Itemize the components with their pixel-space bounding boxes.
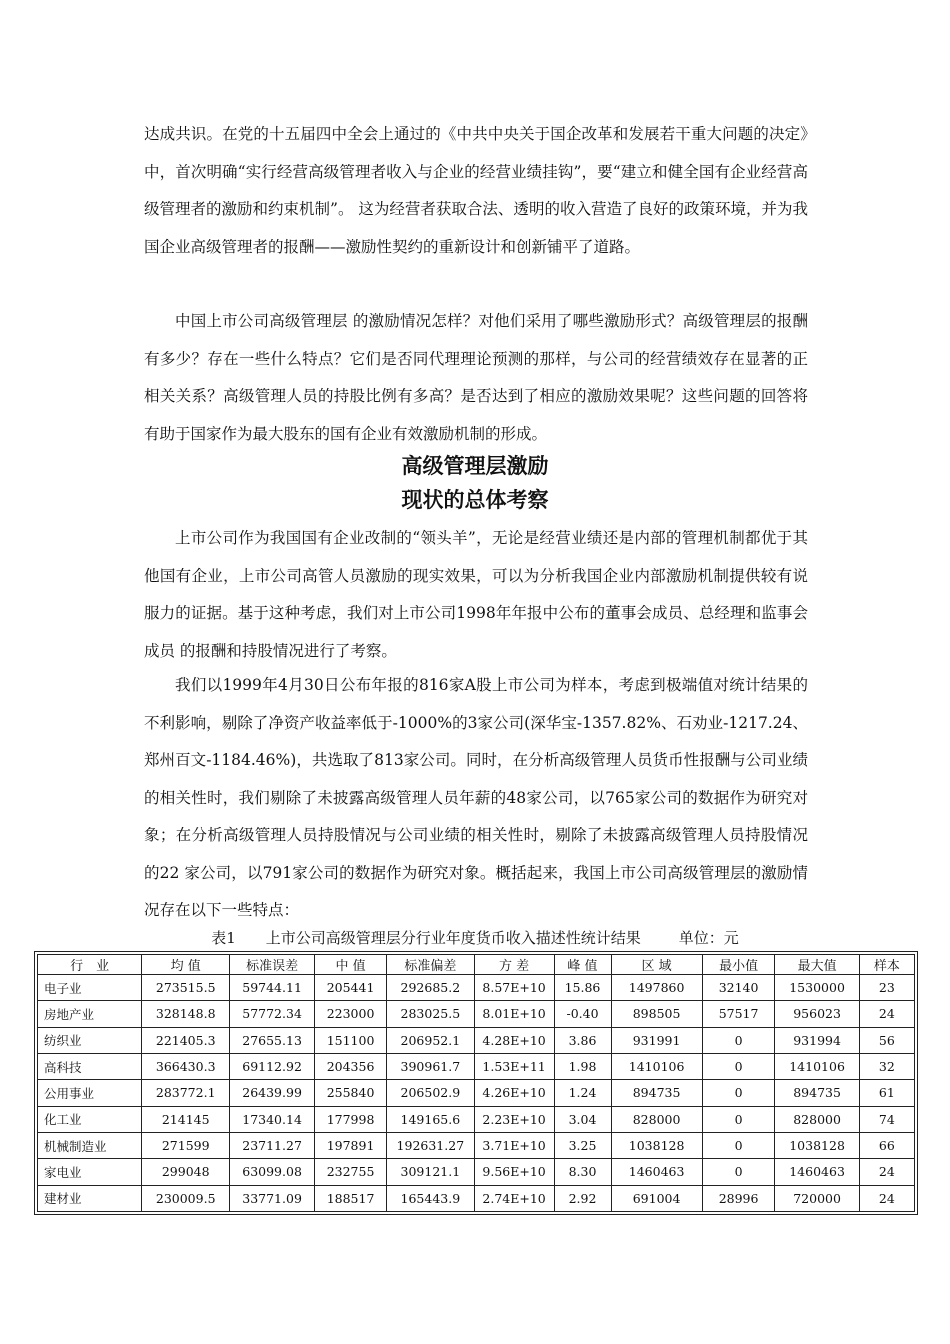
value-cell: 1038128	[775, 1132, 859, 1158]
value-cell: 2.92	[554, 1185, 611, 1211]
value-cell: 26439.99	[230, 1080, 315, 1106]
value-cell: 23711.27	[230, 1132, 315, 1158]
value-cell: 828000	[611, 1106, 702, 1132]
value-cell: 328148.8	[142, 1001, 230, 1027]
value-cell: 27655.13	[230, 1027, 315, 1053]
value-cell: 17340.14	[230, 1106, 315, 1132]
value-cell: 3.04	[554, 1106, 611, 1132]
value-cell: 931991	[611, 1027, 702, 1053]
column-header: 行 业	[38, 955, 142, 975]
value-cell: 28996	[702, 1185, 775, 1211]
value-cell: 66	[859, 1132, 914, 1158]
paragraph-questions: 中国上市公司高级管理层 的激励情况怎样？对他们采用了哪些激励形式？高级管理层的报酬有多少？存在一些什么特点？它们是否同代理理论预测的那样，与公司的经营绩效存在显著的正相关关系？高级管理人员的持股比例有多高？是否达到了相应的激励效果呢？这些问题的回答将有助于国家作为最大股东的国有企业有效激励机制的形成。	[144, 312, 808, 443]
value-cell: 956023	[775, 1001, 859, 1027]
table-caption	[0, 927, 950, 949]
value-cell: 32	[859, 1053, 914, 1079]
paragraph-consensus: 达成共识。在党的十五届四中全会上通过的《中共中央关于国企改革和发展若干重大问题的决定》中，首次明确“实行经营高级管理者收入与企业的经营业绩挂钩”，要“建立和健全国有企业经营高级管理者的激励和约束机制”。 这为经营者获取合法、透明的收入营造了良好的政策环境，并为我国企业高级管理者的报酬——激励性契约的重新设计和创新铺平了道路。	[144, 125, 808, 256]
value-cell: 0	[702, 1159, 775, 1185]
value-cell: 1.53E+11	[474, 1053, 554, 1079]
value-cell: 4.26E+10	[474, 1080, 554, 1106]
value-cell: 1410106	[611, 1053, 702, 1079]
column-header: 标准误差	[230, 955, 315, 975]
value-cell: 197891	[315, 1132, 387, 1158]
table-body	[38, 975, 915, 1212]
value-cell: 0	[702, 1027, 775, 1053]
column-header: 区 域	[611, 955, 702, 975]
column-header: 方 差	[474, 955, 554, 975]
value-cell: 230009.5	[142, 1185, 230, 1211]
paragraph-overview: 上市公司作为我国国有企业改制的“领头羊”，无论是经营业绩还是内部的管理机制都优于其他国有企业，上市公司高管人员激励的现实效果，可以为分析我国企业内部激励机制提供较有说服力的证据。基于这种考虑，我们对上市公司1998年年报中公布的董事会成员、总经理和监事会成员 的报酬和持股情况进行了考察。	[144, 529, 808, 660]
column-header: 最大值	[775, 955, 859, 975]
value-cell: 255840	[315, 1080, 387, 1106]
table-unit: 单位：元	[678, 929, 739, 947]
value-cell: 283772.1	[142, 1080, 230, 1106]
value-cell: 188517	[315, 1185, 387, 1211]
value-cell: 309121.1	[387, 1159, 475, 1185]
value-cell: 177998	[315, 1106, 387, 1132]
table-row	[38, 1106, 915, 1132]
value-cell: 15.86	[554, 975, 611, 1001]
value-cell: 223000	[315, 1001, 387, 1027]
value-cell: 273515.5	[142, 975, 230, 1001]
value-cell: 232755	[315, 1159, 387, 1185]
value-cell: 8.30	[554, 1159, 611, 1185]
value-cell: 24	[859, 1185, 914, 1211]
value-cell: 4.28E+10	[474, 1027, 554, 1053]
table-row	[38, 1001, 915, 1027]
value-cell: 894735	[775, 1080, 859, 1106]
value-cell: 61	[859, 1080, 914, 1106]
value-cell: 691004	[611, 1185, 702, 1211]
industry-cell: 机械制造业	[38, 1132, 142, 1158]
value-cell: 9.56E+10	[474, 1159, 554, 1185]
statistics-table-frame	[34, 951, 918, 1215]
industry-cell: 电子业	[38, 975, 142, 1001]
value-cell: 3.71E+10	[474, 1132, 554, 1158]
column-header: 中 值	[315, 955, 387, 975]
industry-cell: 公用事业	[38, 1080, 142, 1106]
paragraph-sample: 我们以1999年4月30日公布年报的816家A股上市公司为样本，考虑到极端值对统计结果的不利影响，剔除了净资产收益率低于-1000%的3家公司(深华宝-1357.82%、石劝业-1217.24、郑州百文-1184.46%)，共选取了813家公司。同时，在分析高级管理人员货币性报酬与公司业绩的相关性时，我们剔除了未披露高级管理人员年薪的48家公司，以765家公司的数据作为研究对象；在分析高级管理人员持股情况与公司业绩的相关性时，剔除了未披露高级管理人员持股情况的22 家公司，以791家公司的数据作为研究对象。概括起来，我国上市公司高级管理层的激励情况存在以下一些特点：	[144, 676, 808, 919]
statistics-table	[37, 954, 915, 1212]
column-header: 峰 值	[554, 955, 611, 975]
column-header: 标准偏差	[387, 955, 475, 975]
value-cell: 206952.1	[387, 1027, 475, 1053]
value-cell: 1038128	[611, 1132, 702, 1158]
value-cell: 366430.3	[142, 1053, 230, 1079]
value-cell: 32140	[702, 975, 775, 1001]
value-cell: 292685.2	[387, 975, 475, 1001]
table-title: 表1 上市公司高级管理层分行业年度货币收入描述性统计结果	[211, 929, 641, 947]
value-cell: 1.24	[554, 1080, 611, 1106]
value-cell: 206502.9	[387, 1080, 475, 1106]
value-cell: 894735	[611, 1080, 702, 1106]
industry-cell: 化工业	[38, 1106, 142, 1132]
value-cell: 1410106	[775, 1053, 859, 1079]
value-cell: 74	[859, 1106, 914, 1132]
table-row	[38, 1185, 915, 1211]
value-cell: 2.74E+10	[474, 1185, 554, 1211]
value-cell: 283025.5	[387, 1001, 475, 1027]
value-cell: 69112.92	[230, 1053, 315, 1079]
value-cell: 24	[859, 1001, 914, 1027]
industry-cell: 高科技	[38, 1053, 142, 1079]
table-row	[38, 1132, 915, 1158]
table-header-row	[38, 955, 915, 975]
value-cell: 1.98	[554, 1053, 611, 1079]
industry-cell: 房地产业	[38, 1001, 142, 1027]
value-cell: 1530000	[775, 975, 859, 1001]
value-cell: 214145	[142, 1106, 230, 1132]
value-cell: 0	[702, 1106, 775, 1132]
value-cell: 221405.3	[142, 1027, 230, 1053]
value-cell: 2.23E+10	[474, 1106, 554, 1132]
table-row	[38, 1159, 915, 1185]
value-cell: 151100	[315, 1027, 387, 1053]
column-header: 最小值	[702, 955, 775, 975]
value-cell: 24	[859, 1159, 914, 1185]
table-row	[38, 1053, 915, 1079]
value-cell: 0	[702, 1132, 775, 1158]
value-cell: 165443.9	[387, 1185, 475, 1211]
value-cell: 57517	[702, 1001, 775, 1027]
value-cell: 63099.08	[230, 1159, 315, 1185]
value-cell: 205441	[315, 975, 387, 1001]
value-cell: 23	[859, 975, 914, 1001]
value-cell: 898505	[611, 1001, 702, 1027]
value-cell: 1460463	[775, 1159, 859, 1185]
value-cell: 3.86	[554, 1027, 611, 1053]
value-cell: 1497860	[611, 975, 702, 1001]
value-cell: 0	[702, 1080, 775, 1106]
value-cell: 299048	[142, 1159, 230, 1185]
column-header: 样本	[859, 955, 914, 975]
value-cell: 59744.11	[230, 975, 315, 1001]
column-header: 均 值	[142, 955, 230, 975]
value-cell: 57772.34	[230, 1001, 315, 1027]
table-row	[38, 975, 915, 1001]
industry-cell: 建材业	[38, 1185, 142, 1211]
section-heading-line-2: 现状的总体考察	[401, 488, 549, 512]
value-cell: 931994	[775, 1027, 859, 1053]
value-cell: 33771.09	[230, 1185, 315, 1211]
value-cell: 192631.27	[387, 1132, 475, 1158]
table-row	[38, 1080, 915, 1106]
value-cell: 828000	[775, 1106, 859, 1132]
industry-cell: 家电业	[38, 1159, 142, 1185]
value-cell: 149165.6	[387, 1106, 475, 1132]
value-cell: 1460463	[611, 1159, 702, 1185]
value-cell: 8.01E+10	[474, 1001, 554, 1027]
value-cell: 271599	[142, 1132, 230, 1158]
value-cell: 204356	[315, 1053, 387, 1079]
value-cell: 720000	[775, 1185, 859, 1211]
value-cell: 3.25	[554, 1132, 611, 1158]
section-heading-line-1: 高级管理层激励	[401, 454, 549, 478]
table-row	[38, 1027, 915, 1053]
value-cell: 56	[859, 1027, 914, 1053]
value-cell: 8.57E+10	[474, 975, 554, 1001]
value-cell: 0	[702, 1053, 775, 1079]
value-cell: 390961.7	[387, 1053, 475, 1079]
value-cell: -0.40	[554, 1001, 611, 1027]
industry-cell: 纺织业	[38, 1027, 142, 1053]
